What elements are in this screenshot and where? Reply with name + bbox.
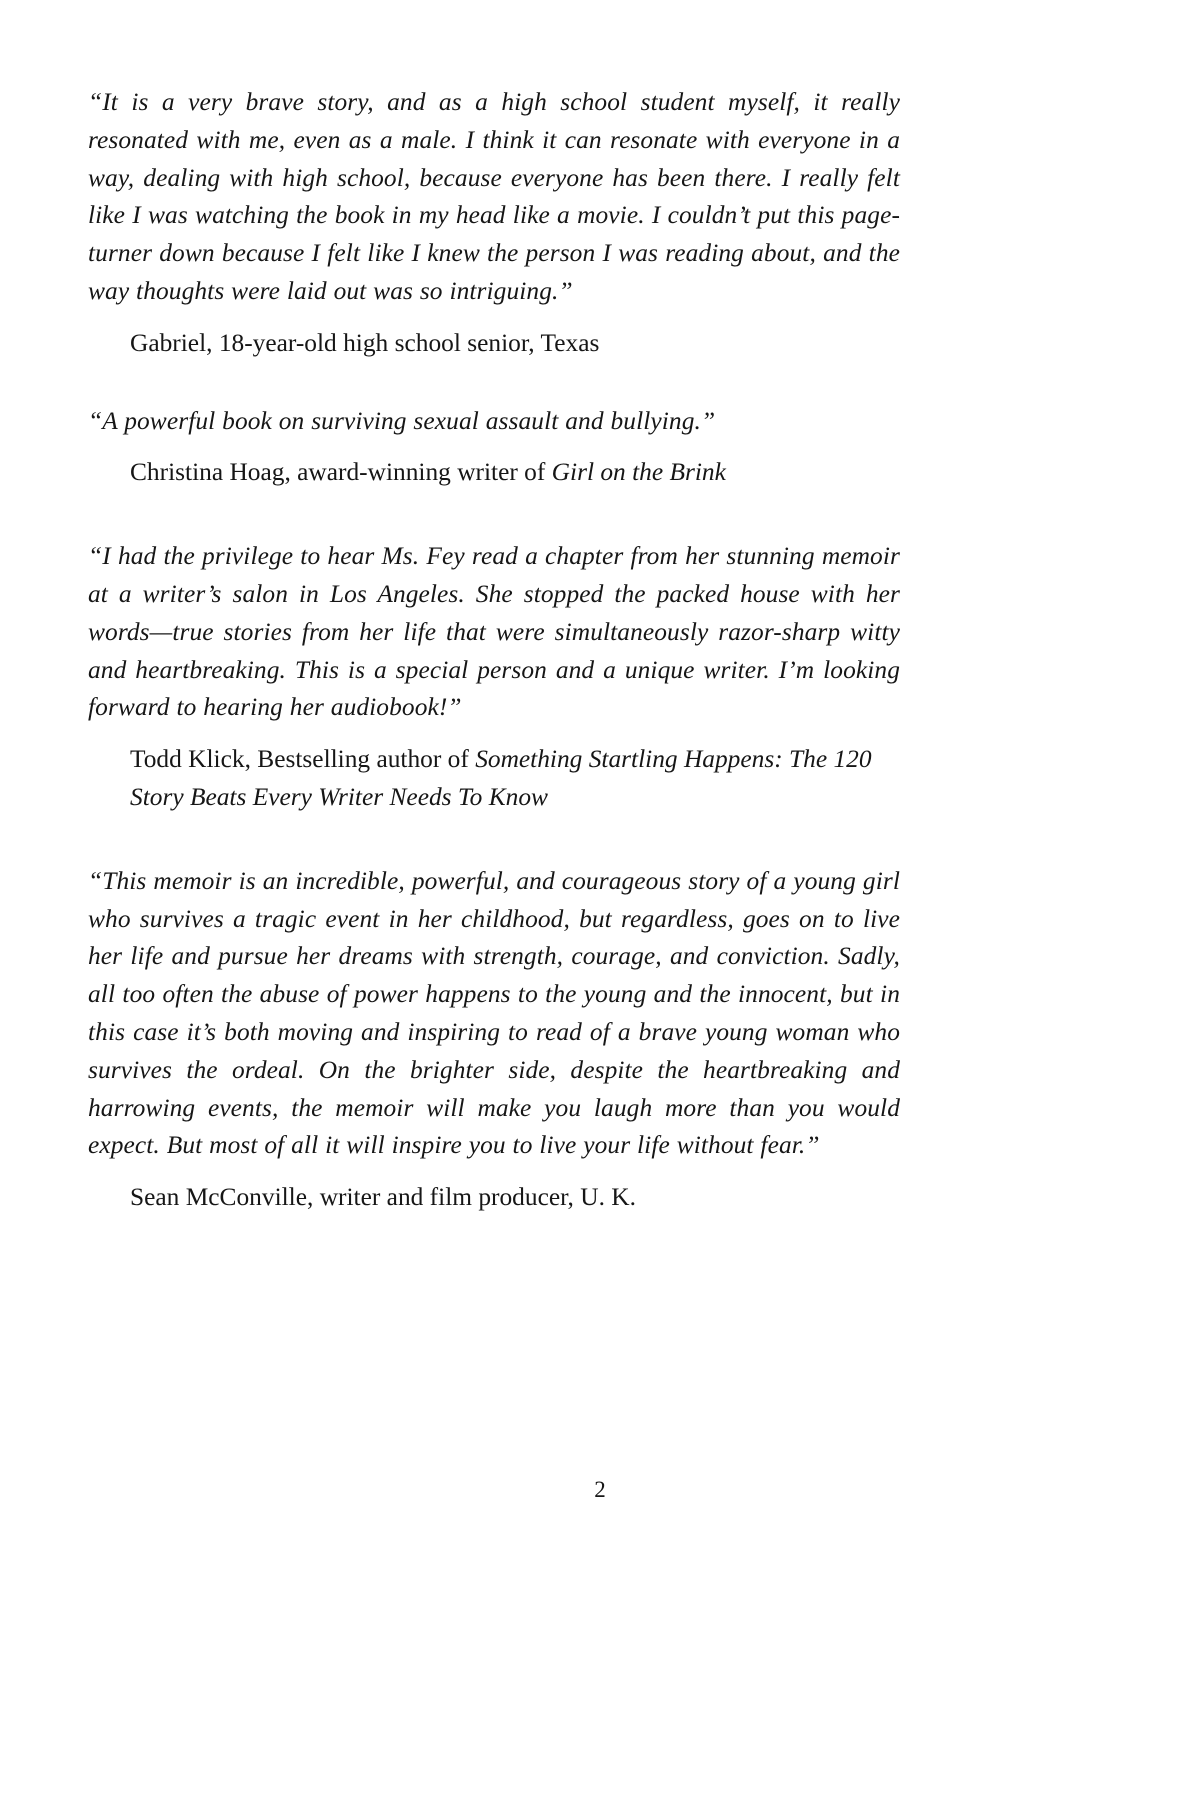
praise-quote-3: “I had the privilege to hear Ms. Fey read a chapter from her stunning memoir at a writer’s salon in Los Angeles. She stopped the packed house with her words—true stories from her life that were simultaneously razor-sharp witty and heartbreaking. This is a special person and a unique writer. I’m looking forward to hearing her audiobook!”	[88, 542, 900, 722]
attribution-text: Todd Klick, Bestselling author of	[130, 745, 476, 774]
attribution-work-title: Girl on the Brink	[551, 458, 726, 487]
attribution-text: Sean McConville, writer and film producer, U. K.	[130, 1183, 636, 1212]
spacer	[88, 1165, 900, 1179]
praise-attribution-4	[88, 1179, 900, 1217]
praise-text-block	[88, 84, 900, 1217]
spacer	[88, 440, 900, 454]
praise-quote-2: “A powerful book on surviving sexual assault and bullying.”	[88, 406, 716, 435]
praise-attribution-1	[88, 325, 900, 363]
attribution-text: Gabriel, 18-year-old high school senior, Texas	[130, 328, 600, 357]
attribution-text: Christina Hoag, award-winning writer of	[130, 458, 552, 487]
praise-attribution-2	[88, 454, 900, 492]
page-number: 2	[594, 1477, 606, 1502]
spacer	[88, 311, 900, 325]
spacer	[88, 727, 900, 741]
praise-quote-4: “This memoir is an incredible, powerful, and courageous story of a young girl who survives a tragic event in her childhood, but regardless, goes on to live her life and pursue her dreams with strength, courage, and conviction. Sadly, all too often the abuse of power happens to the young and the innocent, but in this case it’s both moving and inspiring to read of a brave young woman who survives the ordeal. On the brighter side, despite the heartbreaking and harrowing events, the memoir will make you laugh more than you would expect. But most of all it will inspire you to live your life without fear.”	[88, 866, 900, 1160]
praise-attribution-3	[88, 741, 900, 817]
spacer	[88, 492, 900, 538]
spacer	[88, 363, 900, 403]
spacer	[88, 817, 900, 863]
attribution-work-title: Something Startling Happens: The 120 Story Beats Every Writer Needs To Know	[130, 745, 872, 811]
praise-quote-1: “It is a very brave story, and as a high school student myself, it really resonated with me, even as a male. I think it can resonate with everyone in a way, dealing with high school, because everyone has been there. I really felt like I was watching the book in my head like a movie. I couldn’t put this page-turner down because I felt like I knew the person I was reading about, and the way thoughts were laid out was so intriguing.”	[88, 88, 900, 305]
